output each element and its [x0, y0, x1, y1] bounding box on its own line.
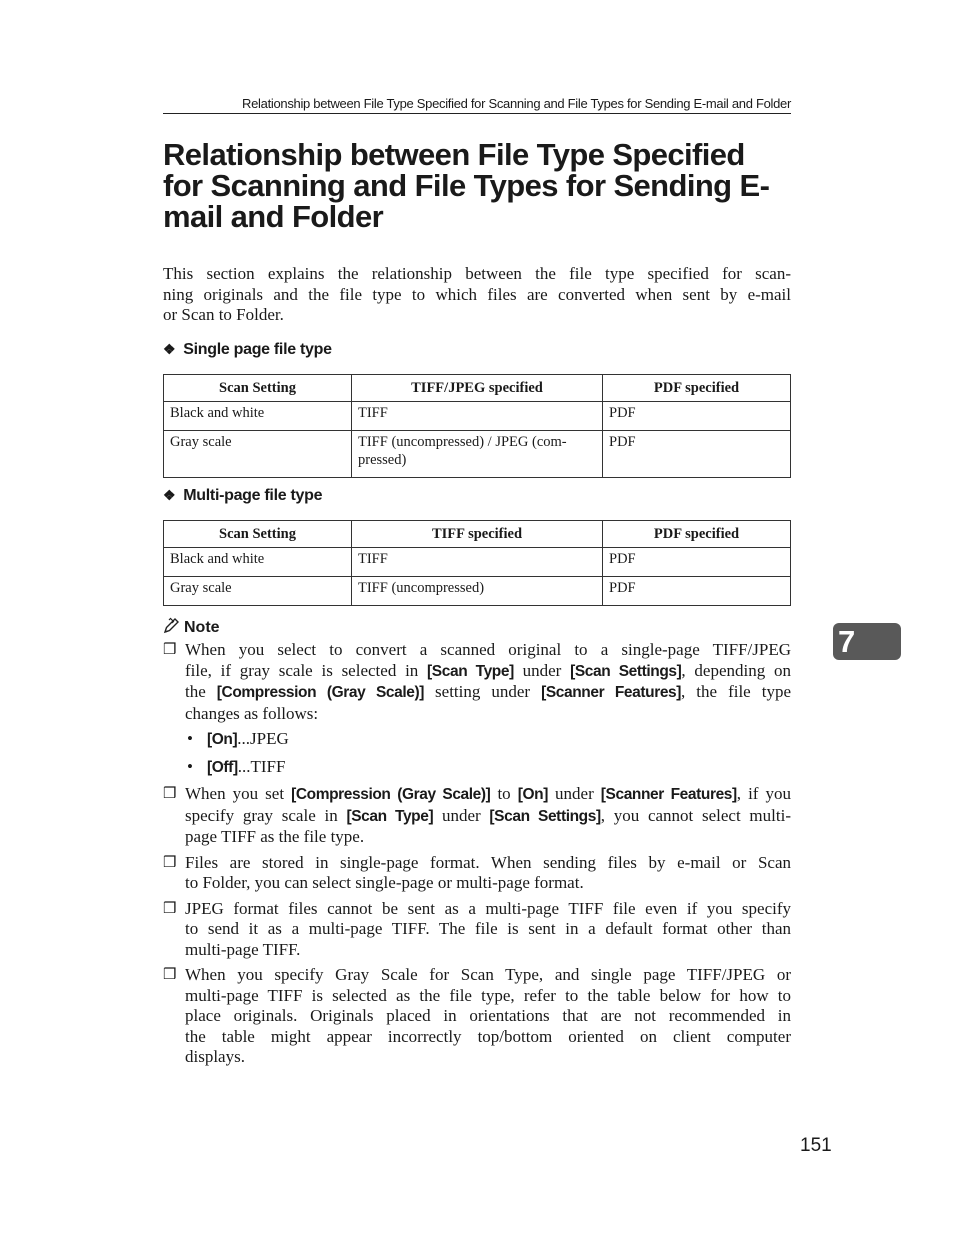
key-label: [Scan Type]	[346, 807, 434, 825]
checkbox-bullet-icon: ❒	[163, 854, 177, 871]
note-line	[185, 661, 791, 683]
sub-bullet-item	[163, 729, 791, 751]
table-cell: TIFF	[352, 402, 603, 431]
note-line: Files are stored in single-page format. When sending files by e-mail or Scan	[185, 852, 791, 872]
note-line: multi-page TIFF is selected as the file type, refer to the table below for how to	[185, 985, 791, 1005]
note-line	[185, 806, 791, 828]
table-header-row	[164, 375, 791, 402]
cell-line: TIFF (uncompressed) / JPEG (com-	[358, 434, 567, 450]
table-cell: PDF	[603, 548, 791, 577]
intro-line: This section explains the relationship between the file type specified for scan-	[163, 264, 791, 283]
intro-paragraph	[163, 264, 791, 326]
table-header-cell: Scan Setting	[164, 521, 352, 548]
key-label: [Off]	[207, 758, 238, 776]
table-cell: Gray scale	[164, 431, 352, 478]
key-label: [On]	[207, 731, 238, 748]
title-line: mail and Folder	[163, 199, 384, 234]
text-run: , the file type	[681, 682, 791, 701]
bullet-dot-icon: •	[187, 756, 193, 776]
note-line: When you select to convert a scanned original to a single-page TIFF/JPEG	[185, 640, 791, 659]
title-line: Relationship between File Type Specified	[163, 137, 745, 172]
diamond-bullet-icon: ❖	[163, 487, 176, 503]
text-run: ...JPEG	[237, 729, 289, 748]
table-header-cell: Scan Setting	[164, 375, 352, 402]
text-run: the	[185, 682, 217, 701]
note-line: multi-page TIFF.	[185, 939, 301, 959]
note-line	[185, 682, 791, 704]
title-line: for Scanning and File Types for Sending E-	[163, 168, 770, 203]
page-title	[163, 139, 803, 232]
note-label: Note	[184, 619, 220, 636]
table-row	[164, 431, 791, 478]
note-item	[163, 965, 791, 1068]
checkbox-bullet-icon: ❒	[163, 967, 177, 983]
diamond-bullet-icon: ❖	[163, 341, 176, 357]
table-header-cell: PDF specified	[603, 375, 791, 402]
note-line: JPEG format files cannot be sent as a multi-page TIFF file even if you specify	[185, 898, 791, 918]
multi-page-table	[163, 520, 791, 606]
single-page-table	[163, 374, 791, 478]
table-header-cell: PDF specified	[603, 521, 791, 548]
text-run: setting under	[424, 682, 542, 701]
note-line: page TIFF as the file type.	[185, 827, 365, 846]
text-run: under	[513, 660, 571, 680]
text-run: under	[433, 805, 490, 825]
bullet-dot-icon: •	[187, 729, 193, 748]
note-line	[185, 784, 791, 806]
key-label: [Scanner Features]	[541, 684, 682, 701]
table-cell: Gray scale	[164, 577, 352, 606]
table-cell	[352, 431, 603, 478]
note-item	[163, 853, 791, 894]
text-run: , depending on	[681, 660, 791, 680]
table-header-cell: TIFF specified	[352, 521, 603, 548]
note-item	[163, 899, 791, 961]
table-cell: PDF	[603, 431, 791, 478]
page-number: 151	[800, 1135, 832, 1156]
key-label: [Scan Settings]	[570, 662, 682, 680]
running-header: Relationship between File Type Specified for Scanning and File Types for Sending E-mail and Folder	[163, 96, 791, 114]
note-line: the table might appear incorrectly top/bottom oriented on client computer	[185, 1026, 791, 1046]
key-label: [Scanner Features]	[600, 786, 737, 803]
intro-line: ning originals and the file type to which files are converted when sent by e-mail	[163, 284, 791, 304]
note-line: to Folder, you can select single-page or multi-page format.	[185, 873, 584, 892]
checkbox-bullet-icon: ❒	[163, 786, 177, 802]
table-cell: PDF	[603, 402, 791, 431]
note-line: to send it as a multi-page TIFF. The file is sent in a default format other than	[185, 919, 791, 938]
table-header-cell: TIFF/JPEG specified	[352, 375, 603, 402]
note-line: When you specify Gray Scale for Scan Type, and single page TIFF/JPEG or	[185, 965, 791, 984]
note-list	[163, 640, 791, 1073]
text-run: file, if gray scale is selected in	[185, 660, 428, 680]
note-heading	[163, 617, 220, 637]
sub-bullet-item	[163, 757, 791, 779]
key-label: [Compression (Gray Scale)]	[216, 684, 425, 701]
note-item	[163, 640, 791, 724]
note-line: place originals. Originals placed in orientations that are not recommended in	[185, 1006, 791, 1025]
table-row	[164, 402, 791, 431]
text-run: specify gray scale in	[185, 805, 347, 825]
single-page-heading-text: Single page file type	[183, 341, 332, 358]
checkbox-bullet-icon: ❒	[163, 900, 177, 917]
table-header-row	[164, 521, 791, 548]
checkbox-bullet-icon: ❒	[163, 642, 177, 658]
multi-page-heading-text: Multi-page file type	[183, 487, 323, 504]
cell-line: pressed)	[358, 452, 407, 468]
table-cell: TIFF (uncompressed)	[352, 577, 603, 606]
key-label: [Scan Type]	[427, 662, 514, 680]
text-run: under	[547, 784, 601, 803]
text-run: ...TIFF	[237, 756, 286, 776]
text-run: , if you	[736, 784, 791, 803]
table-row	[164, 548, 791, 577]
key-label: [Compression (Gray Scale)]	[291, 786, 491, 803]
table-cell: Black and white	[164, 402, 352, 431]
text-run: to	[490, 784, 518, 803]
key-label: [Scan Settings]	[489, 807, 601, 825]
chapter-tab: 7	[833, 623, 901, 660]
note-item	[163, 784, 791, 848]
table-cell: PDF	[603, 577, 791, 606]
pencil-icon	[163, 617, 181, 634]
note-line: displays.	[185, 1047, 245, 1066]
multi-page-heading	[163, 487, 322, 505]
single-page-heading	[163, 341, 332, 359]
text-run: , you cannot select multi-	[600, 805, 791, 825]
table-cell: TIFF	[352, 548, 603, 577]
note-line: changes as follows:	[185, 703, 319, 723]
table-row	[164, 577, 791, 606]
key-label: [On]	[517, 786, 548, 803]
intro-line: or Scan to Folder.	[163, 305, 284, 324]
table-cell: Black and white	[164, 548, 352, 577]
text-run: When you set	[185, 784, 292, 803]
